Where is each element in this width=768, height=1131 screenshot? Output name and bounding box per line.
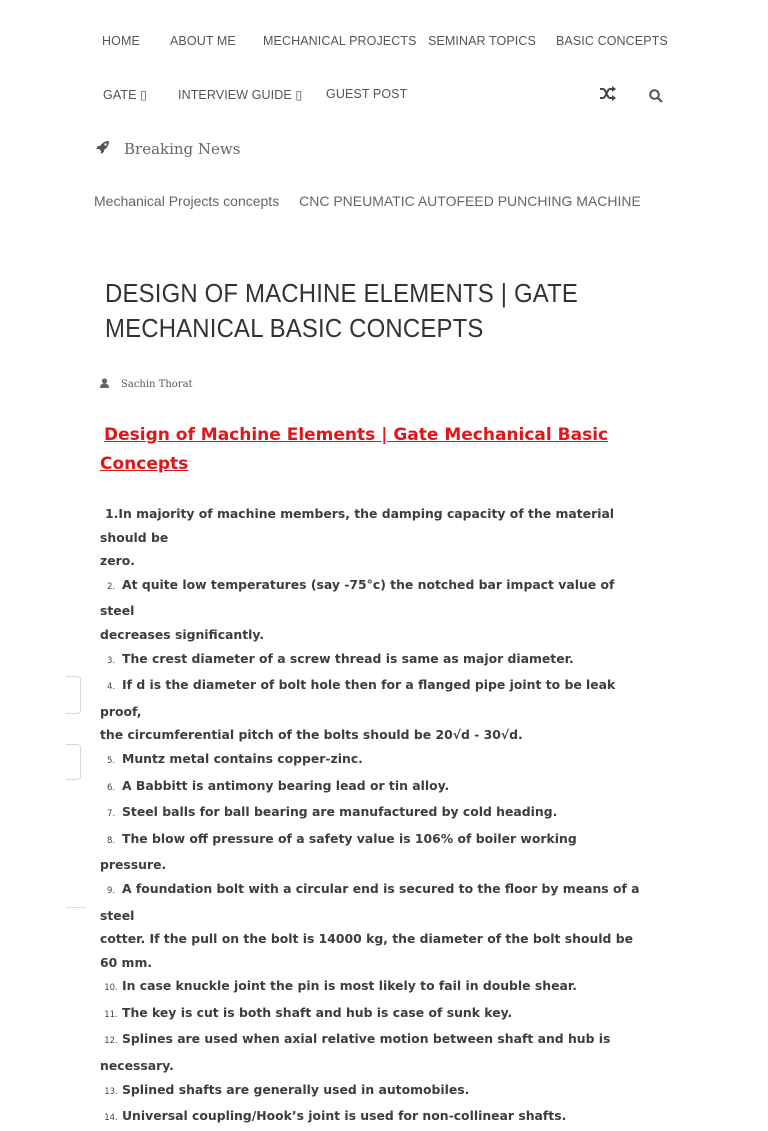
list-number: 1.: [105, 506, 119, 521]
list-item: 13. Splined shafts are generally used in automobiles.: [100, 1078, 645, 1105]
rocket-icon: [96, 139, 110, 158]
list-number: 12.: [104, 1036, 118, 1047]
list-number: 14.: [104, 1113, 118, 1124]
list-number: 13.: [104, 1086, 118, 1097]
list-item: 8. The blow off pressure of a safety value is 106% of boiler working pressure.: [100, 830, 577, 873]
content-heading[interactable]: [100, 421, 620, 479]
list-number: 7.: [106, 809, 116, 820]
content-heading-line1: Design of Machine Elements | Gate Mechanical Basic: [104, 425, 609, 445]
list-item: 12. Splines are used when axial relative motion between shaft and hub is necessary.: [100, 1031, 611, 1074]
list-number: 9.: [106, 885, 116, 896]
post-title: DESIGN OF MACHINE ELEMENTS | GATE MECHANICAL BASIC CONCEPTS: [105, 278, 579, 343]
list-item: 9. A foundation bolt with a circular end is secured to the floor by means of a steel cotter. If the pull on the bolt is 14000 kg, the diameter of the bolt should be 60 mm.: [100, 880, 640, 970]
nav-guest-post[interactable]: GUEST POST: [326, 87, 408, 101]
nav-gate[interactable]: GATE ▯: [103, 88, 148, 102]
list-item: 7. Steel balls for ball bearing are manufactured by cold heading.: [100, 800, 645, 827]
user-icon: [100, 378, 109, 391]
list-item: 4. If d is the diameter of bolt hole then for a flanged pipe joint to be leak proof, the circumferential pitch of the bolts should be 20√d - 30√d.: [100, 677, 616, 743]
nav-home[interactable]: HOME: [102, 34, 140, 48]
list-item: 1.In majority of machine members, the damping capacity of the material should be zero.: [100, 506, 615, 569]
share-widget-fragment[interactable]: [66, 744, 81, 780]
breaking-news: [96, 139, 240, 158]
share-widget-fragment[interactable]: [66, 676, 81, 714]
concepts-list: [100, 502, 645, 1131]
list-item: 6. A Babbitt is antimony bearing lead or tin alloy.: [100, 774, 645, 801]
ticker-item[interactable]: Mechanical Projects concepts: [94, 193, 280, 209]
list-number: 11.: [104, 1009, 118, 1020]
author-name[interactable]: Sachin Thorat: [121, 379, 193, 390]
divider: [66, 907, 86, 908]
search-icon[interactable]: [649, 88, 663, 107]
list-number: 5.: [106, 755, 116, 766]
list-item: 11. The key is cut is both shaft and hub is case of sunk key.: [100, 1001, 645, 1028]
list-number: 6.: [106, 782, 116, 793]
list-number: 10.: [104, 983, 118, 994]
post-author: [100, 378, 193, 391]
shuffle-icon[interactable]: [599, 86, 616, 105]
list-number: 4.: [106, 682, 116, 693]
nav-about-me[interactable]: ABOUT ME: [170, 34, 236, 48]
list-item: 3. The crest diameter of a screw thread is same as major diameter.: [100, 647, 645, 674]
content-heading-line2: Concepts: [100, 454, 189, 474]
list-number: 3.: [106, 655, 116, 666]
list-item: 14. Universal coupling/Hook’s joint is used for non-collinear shafts.: [100, 1104, 645, 1131]
nav-mechanical-projects[interactable]: MECHANICAL PROJECTS: [263, 34, 417, 48]
list-item: 5. Muntz metal contains copper-zinc.: [100, 747, 645, 774]
list-item: 10. In case knuckle joint the pin is most likely to fail in double shear.: [100, 974, 645, 1001]
list-number: 8.: [106, 835, 116, 846]
list-item: 2. At quite low temperatures (say -75°c) the notched bar impact value of steel decreases significantly.: [100, 576, 615, 642]
nav-interview-guide[interactable]: INTERVIEW GUIDE ▯: [178, 88, 303, 102]
list-number: 2.: [106, 581, 116, 592]
nav-basic-concepts[interactable]: BASIC CONCEPTS: [556, 34, 668, 48]
news-ticker: [94, 193, 641, 209]
ticker-item[interactable]: CNC PNEUMATIC AUTOFEED PUNCHING MACHINE: [299, 193, 641, 209]
breaking-news-label: Breaking News: [124, 139, 241, 158]
nav-seminar-topics[interactable]: SEMINAR TOPICS: [428, 34, 536, 48]
